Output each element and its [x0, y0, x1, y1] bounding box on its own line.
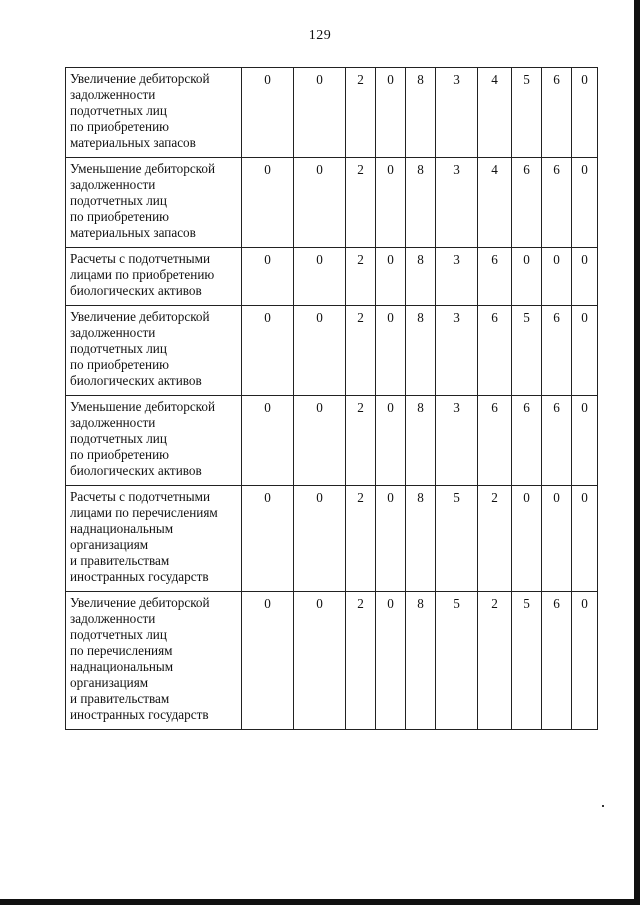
code-digit-cell: 6	[542, 306, 572, 396]
code-digit-cell: 8	[406, 68, 436, 158]
code-digit-cell: 0	[572, 396, 598, 486]
account-name-line: лицами по перечислениям	[70, 505, 218, 520]
code-digit-cell: 0	[376, 68, 406, 158]
account-name-line: наднациональным	[70, 521, 174, 536]
table-row	[66, 248, 598, 306]
account-name-line: иностранных государств	[70, 569, 209, 584]
code-digit-cell: 6	[542, 158, 572, 248]
code-digit-cell: 0	[294, 396, 346, 486]
code-digit-cell: 2	[478, 486, 512, 592]
account-name-line: по приобретению	[70, 357, 169, 372]
code-digit-cell: 5	[436, 592, 478, 730]
code-digit-cell: 0	[572, 68, 598, 158]
code-digit-cell: 2	[478, 592, 512, 730]
account-name-line: биологических активов	[70, 373, 202, 388]
code-digit-cell: 0	[242, 486, 294, 592]
account-name-line: подотчетных лиц	[70, 193, 167, 208]
account-name-line: задолженности	[70, 611, 156, 626]
account-name-line: подотчетных лиц	[70, 431, 167, 446]
table-row	[66, 592, 598, 730]
account-name-line: подотчетных лиц	[70, 341, 167, 356]
account-name-line: подотчетных лиц	[70, 627, 167, 642]
scan-speck	[602, 805, 604, 807]
code-digit-cell: 4	[478, 158, 512, 248]
table-row	[66, 68, 598, 158]
account-name-line: Увеличение дебиторской	[70, 595, 210, 610]
account-name-line: и правительствам	[70, 691, 170, 706]
code-digit-cell: 3	[436, 396, 478, 486]
code-digit-cell: 6	[512, 158, 542, 248]
account-name-line: организациям	[70, 675, 149, 690]
code-digit-cell: 0	[376, 248, 406, 306]
code-digit-cell: 0	[512, 248, 542, 306]
account-name-line: по приобретению	[70, 119, 169, 134]
code-digit-cell: 2	[346, 306, 376, 396]
code-digit-cell: 5	[436, 486, 478, 592]
code-digit-cell: 0	[542, 248, 572, 306]
account-name-cell	[66, 592, 242, 730]
code-digit-cell: 4	[478, 68, 512, 158]
code-digit-cell: 0	[376, 306, 406, 396]
table-row	[66, 306, 598, 396]
code-digit-cell: 0	[242, 158, 294, 248]
code-digit-cell: 6	[542, 592, 572, 730]
code-digit-cell: 2	[346, 592, 376, 730]
code-digit-cell: 0	[376, 396, 406, 486]
code-digit-cell: 2	[346, 486, 376, 592]
code-digit-cell: 2	[346, 158, 376, 248]
account-name-line: материальных запасов	[70, 225, 196, 240]
code-digit-cell: 6	[478, 396, 512, 486]
code-digit-cell: 0	[294, 248, 346, 306]
code-digit-cell: 0	[512, 486, 542, 592]
code-digit-cell: 6	[542, 396, 572, 486]
account-name-line: Увеличение дебиторской	[70, 309, 210, 324]
code-digit-cell: 0	[572, 306, 598, 396]
account-name-line: организациям	[70, 537, 149, 552]
code-digit-cell: 0	[572, 158, 598, 248]
account-name-cell	[66, 486, 242, 592]
account-name-line: по приобретению	[70, 447, 169, 462]
code-digit-cell: 3	[436, 306, 478, 396]
account-name-line: задолженности	[70, 87, 156, 102]
code-digit-cell: 0	[572, 248, 598, 306]
account-codes-table	[65, 67, 598, 730]
code-digit-cell: 6	[512, 396, 542, 486]
code-digit-cell: 0	[376, 158, 406, 248]
scan-edge-right	[634, 0, 640, 905]
account-name-line: задолженности	[70, 177, 156, 192]
account-name-cell	[66, 396, 242, 486]
account-name-line: Расчеты с подотчетными	[70, 489, 211, 504]
code-digit-cell: 5	[512, 592, 542, 730]
page-number: 129	[308, 28, 332, 43]
code-digit-cell: 3	[436, 68, 478, 158]
code-digit-cell: 0	[294, 158, 346, 248]
code-digit-cell: 3	[436, 248, 478, 306]
table-body	[66, 68, 598, 730]
code-digit-cell: 0	[242, 592, 294, 730]
account-name-cell	[66, 306, 242, 396]
scan-edge-bottom	[0, 899, 640, 905]
account-name-line: Расчеты с подотчетными	[70, 251, 211, 266]
code-digit-cell: 8	[406, 486, 436, 592]
table-row	[66, 486, 598, 592]
account-name-line: задолженности	[70, 415, 156, 430]
code-digit-cell: 5	[512, 306, 542, 396]
table-row	[66, 158, 598, 248]
account-name-line: биологических активов	[70, 463, 202, 478]
account-name-line: по перечислениям	[70, 643, 173, 658]
account-name-line: материальных запасов	[70, 135, 196, 150]
code-digit-cell: 0	[542, 486, 572, 592]
code-digit-cell: 8	[406, 396, 436, 486]
code-digit-cell: 8	[406, 306, 436, 396]
table-row	[66, 396, 598, 486]
code-digit-cell: 0	[242, 248, 294, 306]
account-name-line: по приобретению	[70, 209, 169, 224]
code-digit-cell: 5	[512, 68, 542, 158]
code-digit-cell: 0	[376, 486, 406, 592]
code-digit-cell: 0	[242, 396, 294, 486]
code-digit-cell: 6	[542, 68, 572, 158]
code-digit-cell: 2	[346, 68, 376, 158]
account-name-line: Увеличение дебиторской	[70, 71, 210, 86]
code-digit-cell: 0	[376, 592, 406, 730]
code-digit-cell: 3	[436, 158, 478, 248]
account-name-line: биологических активов	[70, 283, 202, 298]
account-name-cell	[66, 68, 242, 158]
account-name-line: и правительствам	[70, 553, 170, 568]
account-name-line: подотчетных лиц	[70, 103, 167, 118]
code-digit-cell: 0	[572, 486, 598, 592]
code-digit-cell: 0	[242, 306, 294, 396]
code-digit-cell: 0	[294, 306, 346, 396]
code-digit-cell: 8	[406, 158, 436, 248]
account-name-line: иностранных государств	[70, 707, 209, 722]
account-name-line: наднациональным	[70, 659, 174, 674]
code-digit-cell: 0	[242, 68, 294, 158]
code-digit-cell: 0	[294, 592, 346, 730]
code-digit-cell: 2	[346, 248, 376, 306]
code-digit-cell: 0	[572, 592, 598, 730]
code-digit-cell: 8	[406, 248, 436, 306]
code-digit-cell: 8	[406, 592, 436, 730]
account-name-line: задолженности	[70, 325, 156, 340]
account-name-line: Уменьшение дебиторской	[70, 161, 216, 176]
account-name-cell	[66, 248, 242, 306]
account-name-line: лицами по приобретению	[70, 267, 215, 282]
account-name-cell	[66, 158, 242, 248]
code-digit-cell: 0	[294, 68, 346, 158]
code-digit-cell: 0	[294, 486, 346, 592]
code-digit-cell: 6	[478, 306, 512, 396]
code-digit-cell: 2	[346, 396, 376, 486]
code-digit-cell: 6	[478, 248, 512, 306]
account-name-line: Уменьшение дебиторской	[70, 399, 216, 414]
